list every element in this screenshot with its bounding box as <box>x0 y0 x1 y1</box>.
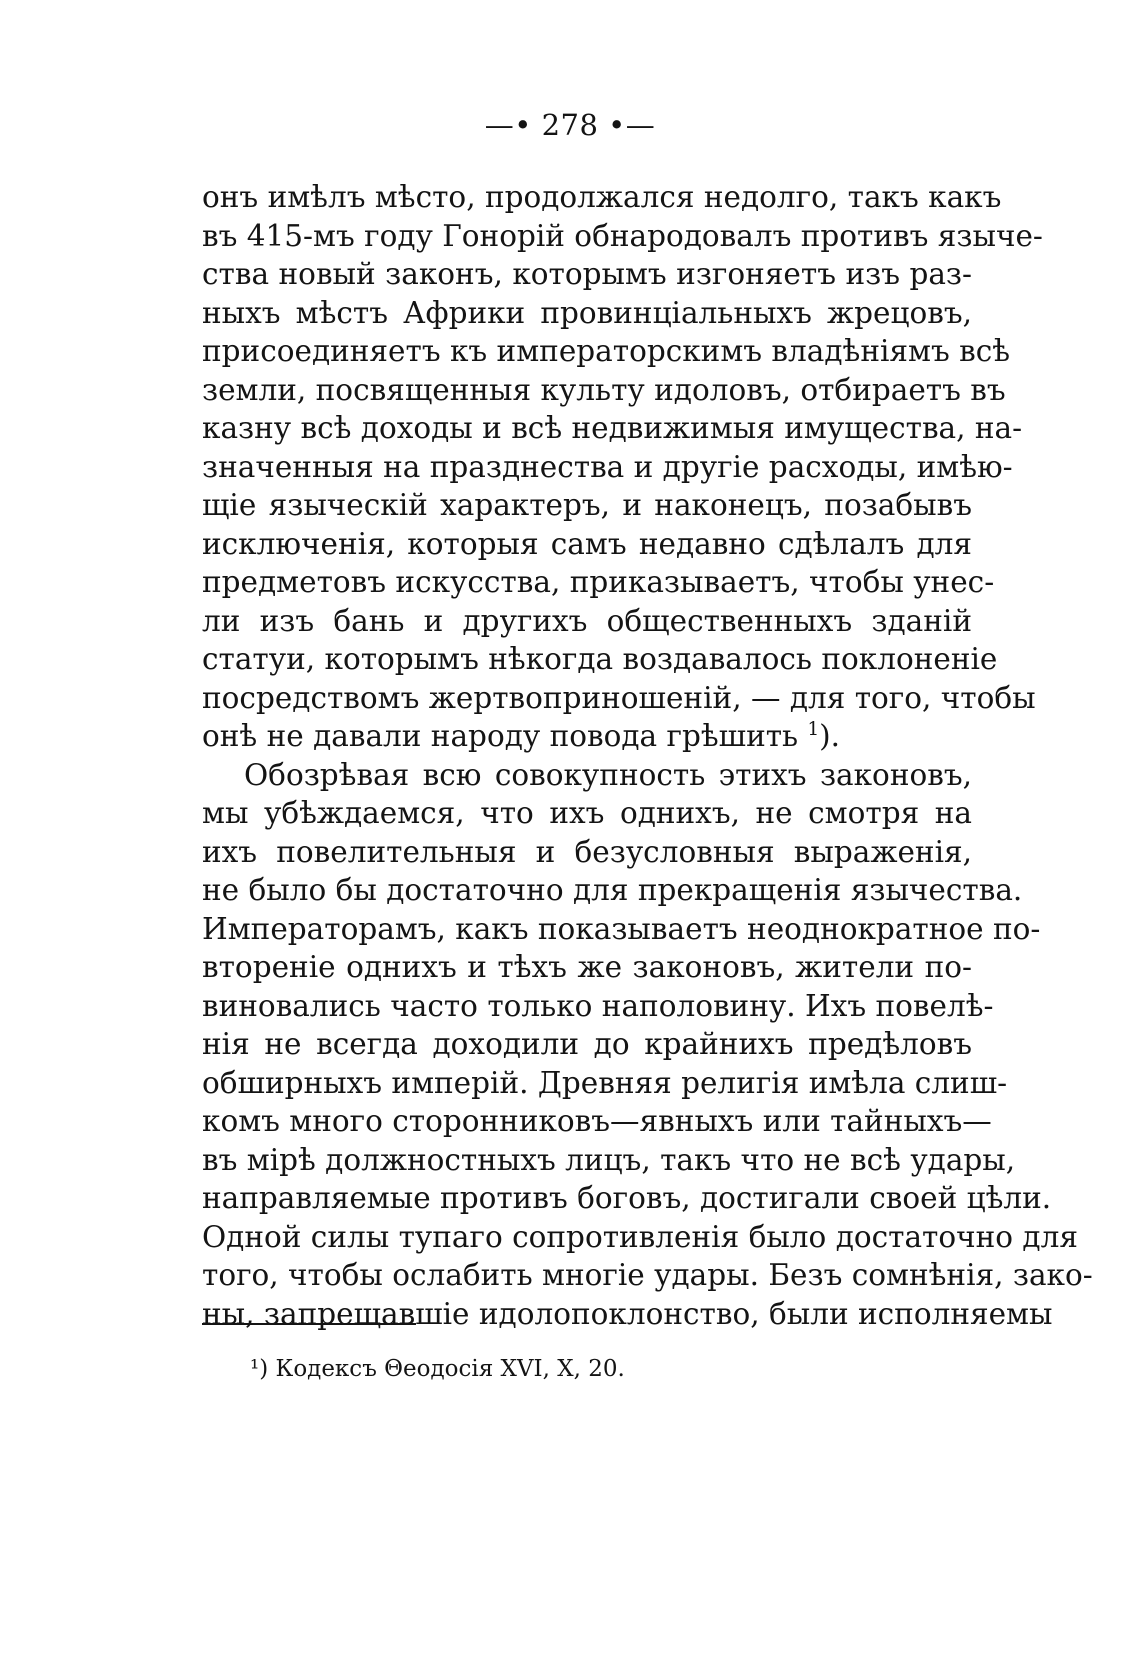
text-line: ства новый законъ, которымъ изгоняетъ изъ раз- <box>202 257 972 291</box>
text-line-paragraph-end <box>202 717 972 756</box>
text-line: въ мірѣ должностныхъ лицъ, такъ что не всѣ удары, <box>202 1142 1016 1177</box>
text-line: ны, запрещавшіе идолопоклонство, были исполняемы <box>202 1296 1053 1331</box>
footnote-reference: 1 <box>807 719 820 741</box>
text-line: щіе языческій характеръ, и наконецъ, позабывъ <box>202 488 972 522</box>
text-line: предметовъ искусства, приказываетъ, чтобы унес- <box>202 565 995 599</box>
text-line: въ 415-мъ году Гонорій обнародовалъ противъ язычe- <box>202 218 1043 253</box>
footnote <box>250 1356 625 1382</box>
page-number-header: —• 278 •— <box>484 108 656 142</box>
text-line: казну всѣ доходы и всѣ недвижимыя имущества, на- <box>202 411 1023 445</box>
text-line: ли изъ бань и другихъ общественныхъ зданій <box>202 603 972 638</box>
text-line: Императорамъ, какъ показываетъ неоднократное по- <box>202 911 1041 946</box>
text-line: значенныя на празднества и другіе расходы, имѣю- <box>202 449 1013 484</box>
text-line: того, чтобы ослабить многіе удары. Безъ сомнѣнія, зако- <box>202 1258 1093 1292</box>
text-line: не было бы достаточно для прекращенія язычества. <box>202 873 1023 907</box>
footnote-text: Кодексъ Θеодосія XVI, X, 20. <box>275 1356 625 1382</box>
text-line: исключенія, которыя самъ недавно сдѣлалъ для <box>202 526 972 561</box>
text-line-paragraph-start: Обозрѣвая всю совокупность этихъ законовъ, <box>244 757 972 792</box>
body-text <box>202 178 1093 1333</box>
text-line: ныхъ мѣстъ Африки провинціальныхъ жрецовъ, <box>202 295 972 330</box>
text-line: комъ много сторонниковъ—явныхъ или тайныхъ— <box>202 1104 992 1138</box>
text-line: мы убѣждаемся, что ихъ однихъ, не смотря на <box>202 796 972 830</box>
text-line-content: онѣ не давали народу повода грѣшить <box>202 719 799 753</box>
text-line: присоединяетъ къ императорскимъ владѣніямъ всѣ <box>202 334 1011 368</box>
text-line: ихъ повелительныя и безусловныя выраженія, <box>202 834 972 869</box>
text-line: статуи, которымъ нѣкогда воздавалось поклоненіе <box>202 642 998 676</box>
footnote-divider <box>202 1323 416 1325</box>
text-line: Одной силы тупаго сопротивленія было достаточно для <box>202 1219 1078 1254</box>
footnote-reference-tail: ). <box>819 719 841 753</box>
text-line: обширныхъ имперій. Древняя религія имѣла слиш- <box>202 1065 1008 1100</box>
text-line: нія не всегда доходили до крайнихъ предѣловъ <box>202 1027 972 1061</box>
text-line: втореніе однихъ и тѣхъ же законовъ, жители по- <box>202 950 972 984</box>
text-line: земли, посвященныя культу идоловъ, отбираетъ въ <box>202 372 1006 407</box>
text-line: направляемые противъ боговъ, достигали своей цѣли. <box>202 1181 1052 1215</box>
text-line: онъ имѣлъ мѣсто, продолжался недолго, такъ какъ <box>202 180 1002 214</box>
footnote-marker: ¹) <box>250 1356 269 1382</box>
text-line: виновались часто только наполовину. Ихъ повелѣ- <box>202 988 994 1023</box>
text-line: посредствомъ жертвоприношеній, — для того, чтобы <box>202 680 1036 715</box>
